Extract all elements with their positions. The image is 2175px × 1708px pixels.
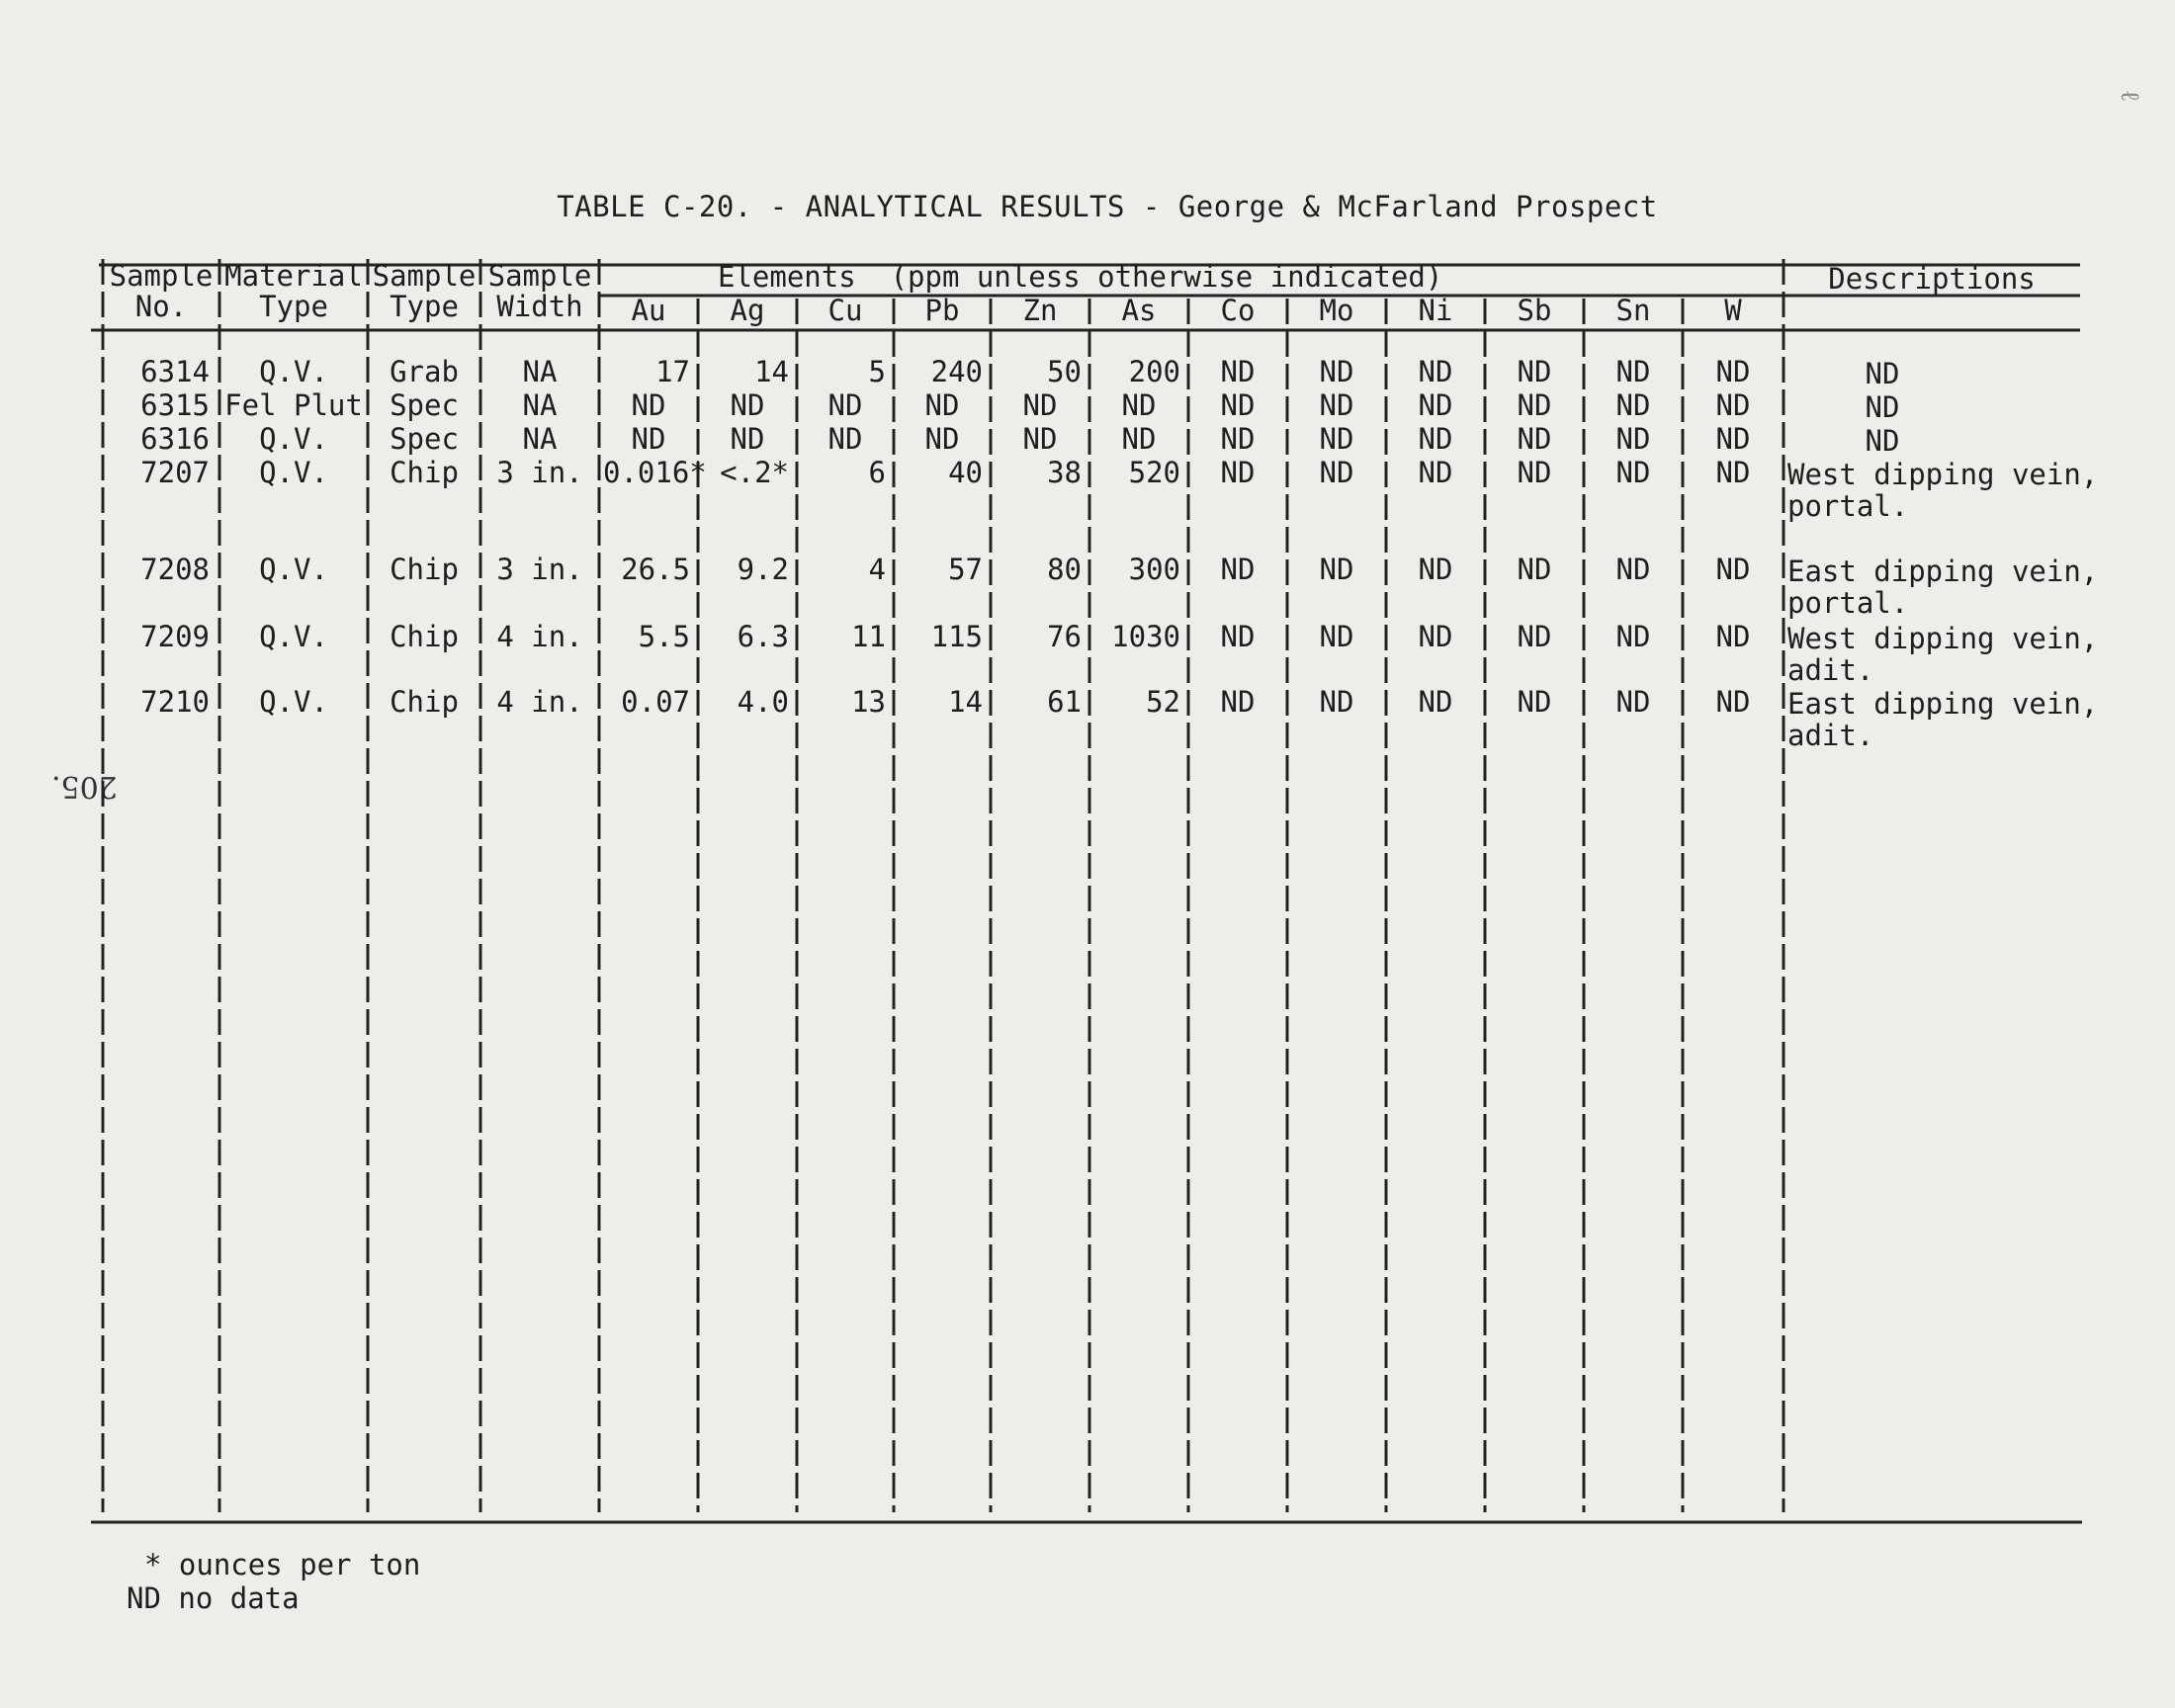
description-line: portal. (1787, 586, 1909, 620)
element-value: ND (1517, 456, 1552, 489)
element-value: ND (1418, 685, 1453, 719)
element-value: ND (1418, 422, 1453, 456)
element-value: ND (924, 422, 960, 456)
sample-number: 7210 (140, 685, 210, 719)
table-title: TABLE C-20. - ANALYTICAL RESULTS - George & McFarland Prospect (557, 190, 1658, 223)
element-value: ND (1220, 422, 1256, 456)
corner-mark: ℓ (2115, 89, 2145, 103)
element-header-pb: Pb (924, 294, 960, 327)
sample-number: 6316 (140, 422, 210, 456)
header-cell: Type (390, 290, 459, 323)
element-value: 9.2 (737, 553, 789, 586)
element-value: ND (1319, 422, 1354, 456)
element-value: 14 (754, 355, 789, 388)
element-value: ND (827, 388, 863, 422)
element-header-mo: Mo (1319, 294, 1354, 327)
element-value: 200 (1128, 355, 1180, 388)
element-header-as: As (1121, 294, 1157, 327)
header-cell: Sample (109, 259, 214, 293)
element-header-sn: Sn (1615, 294, 1651, 327)
header-cell: No. (134, 290, 188, 323)
sample-width: NA (522, 388, 558, 422)
element-value: ND (1220, 388, 1256, 422)
element-value: ND (1715, 553, 1751, 586)
element-value: ND (1418, 388, 1453, 422)
element-value: ND (1022, 388, 1058, 422)
element-value: ND (1715, 355, 1751, 388)
material-type: Q.V. (259, 620, 328, 653)
element-value: 4 (868, 553, 886, 586)
material-type: Q.V. (259, 355, 328, 388)
element-value: ND (1319, 620, 1354, 653)
element-value: 5.5 (638, 620, 690, 653)
description-line: ND (1865, 390, 1900, 424)
element-value: ND (1615, 553, 1651, 586)
element-value: 240 (930, 355, 983, 388)
element-value: 0.07 (621, 685, 690, 719)
sample-type: Spec (390, 388, 459, 422)
element-header-au: Au (631, 294, 666, 327)
material-type: Q.V. (259, 553, 328, 586)
element-value: ND (1319, 553, 1354, 586)
element-value: 6.3 (737, 620, 789, 653)
element-value: ND (827, 422, 863, 456)
element-header-ag: Ag (730, 294, 765, 327)
header-cell: Material (224, 259, 363, 293)
sample-type: Spec (390, 422, 459, 456)
description-line: East dipping vein, (1787, 555, 2099, 588)
element-value: 14 (948, 685, 983, 719)
element-value: ND (1418, 355, 1453, 388)
element-value: ND (1615, 685, 1651, 719)
description-line: adit. (1787, 653, 1874, 687)
element-value: ND (1022, 422, 1058, 456)
element-value: ND (1715, 620, 1751, 653)
element-header-ni: Ni (1418, 294, 1453, 327)
element-value: ND (1319, 388, 1354, 422)
element-value: ND (1615, 422, 1651, 456)
element-value: ND (1121, 422, 1157, 456)
element-value: ND (1615, 456, 1651, 489)
description-line: ND (1865, 424, 1900, 458)
sample-width: 3 in. (496, 456, 583, 489)
description-line: ND (1865, 357, 1900, 390)
element-value: ND (1220, 685, 1256, 719)
element-value: 76 (1047, 620, 1082, 653)
description-line: adit. (1787, 719, 1874, 752)
element-value: ND (1220, 456, 1256, 489)
element-value: ND (924, 388, 960, 422)
sample-width: 3 in. (496, 553, 583, 586)
element-value: ND (1220, 620, 1256, 653)
element-value: ND (1418, 456, 1453, 489)
element-value: 61 (1047, 685, 1082, 719)
element-value: ND (1517, 355, 1552, 388)
page-number-note: 205. (51, 769, 118, 804)
material-type: Q.V. (259, 422, 328, 456)
footnote-nd: ND no data (127, 1581, 300, 1615)
material-type: Fel Plut (224, 388, 363, 422)
element-header-w: W (1724, 294, 1742, 327)
element-value: 50 (1047, 355, 1082, 388)
material-type: Q.V. (259, 685, 328, 719)
element-value: 0.016* (603, 456, 707, 489)
element-value: ND (1418, 553, 1453, 586)
element-value: ND (1715, 685, 1751, 719)
element-value: ND (1220, 553, 1256, 586)
element-value: 520 (1128, 456, 1180, 489)
description-line: West dipping vein, (1787, 458, 2099, 491)
element-value: 13 (851, 685, 886, 719)
elements-group-header: Elements (ppm unless otherwise indicated) (718, 260, 1443, 294)
element-value: ND (1319, 685, 1354, 719)
element-value: ND (1517, 422, 1552, 456)
element-value: 40 (948, 456, 983, 489)
element-header-co: Co (1220, 294, 1256, 327)
sample-width: 4 in. (496, 685, 583, 719)
sample-type: Chip (390, 620, 459, 653)
element-value: 38 (1047, 456, 1082, 489)
descriptions-header: Descriptions (1828, 262, 2036, 296)
element-value: ND (1715, 388, 1751, 422)
header-cell: Sample (487, 259, 592, 293)
element-value: 26.5 (621, 553, 690, 586)
sample-number: 6315 (140, 388, 210, 422)
element-value: ND (631, 388, 666, 422)
element-header-cu: Cu (827, 294, 863, 327)
element-value: ND (1615, 388, 1651, 422)
sample-number: 6314 (140, 355, 210, 388)
sample-type: Chip (390, 685, 459, 719)
element-value: 17 (655, 355, 690, 388)
element-value: ND (631, 422, 666, 456)
element-value: ND (730, 422, 765, 456)
element-value: ND (1517, 620, 1552, 653)
element-value: ND (1517, 685, 1552, 719)
element-value: ND (1615, 355, 1651, 388)
sample-type: Grab (390, 355, 459, 388)
header-cell: Type (259, 290, 328, 323)
element-value: 5 (868, 355, 886, 388)
sample-width: NA (522, 422, 558, 456)
element-value: 300 (1128, 553, 1180, 586)
element-value: 11 (851, 620, 886, 653)
element-value: ND (1418, 620, 1453, 653)
element-value: 4.0 (737, 685, 789, 719)
element-value: 1030 (1111, 620, 1180, 653)
element-value: ND (1715, 422, 1751, 456)
sample-type: Chip (390, 553, 459, 586)
footnote-ounces: * ounces per ton (144, 1548, 421, 1581)
element-value: ND (730, 388, 765, 422)
element-value: 80 (1047, 553, 1082, 586)
element-value: ND (1319, 355, 1354, 388)
description-line: West dipping vein, (1787, 622, 2099, 655)
sample-number: 7209 (140, 620, 210, 653)
element-value: 115 (930, 620, 983, 653)
element-value: ND (1121, 388, 1157, 422)
element-value: ND (1715, 456, 1751, 489)
element-value: 6 (868, 456, 886, 489)
sample-width: 4 in. (496, 620, 583, 653)
header-cell: Sample (372, 259, 477, 293)
sample-number: 7208 (140, 553, 210, 586)
header-cell: Width (496, 290, 583, 323)
element-value: ND (1517, 388, 1552, 422)
element-header-sb: Sb (1517, 294, 1552, 327)
element-value: <.2* (720, 456, 789, 489)
element-value: 57 (948, 553, 983, 586)
sample-number: 7207 (140, 456, 210, 489)
description-line: East dipping vein, (1787, 687, 2099, 721)
description-line: portal. (1787, 489, 1909, 523)
sample-width: NA (522, 355, 558, 388)
element-value: ND (1319, 456, 1354, 489)
element-value: ND (1615, 620, 1651, 653)
material-type: Q.V. (259, 456, 328, 489)
sample-type: Chip (390, 456, 459, 489)
element-value: ND (1220, 355, 1256, 388)
element-value: 52 (1146, 685, 1180, 719)
element-header-zn: Zn (1022, 294, 1058, 327)
element-value: ND (1517, 553, 1552, 586)
